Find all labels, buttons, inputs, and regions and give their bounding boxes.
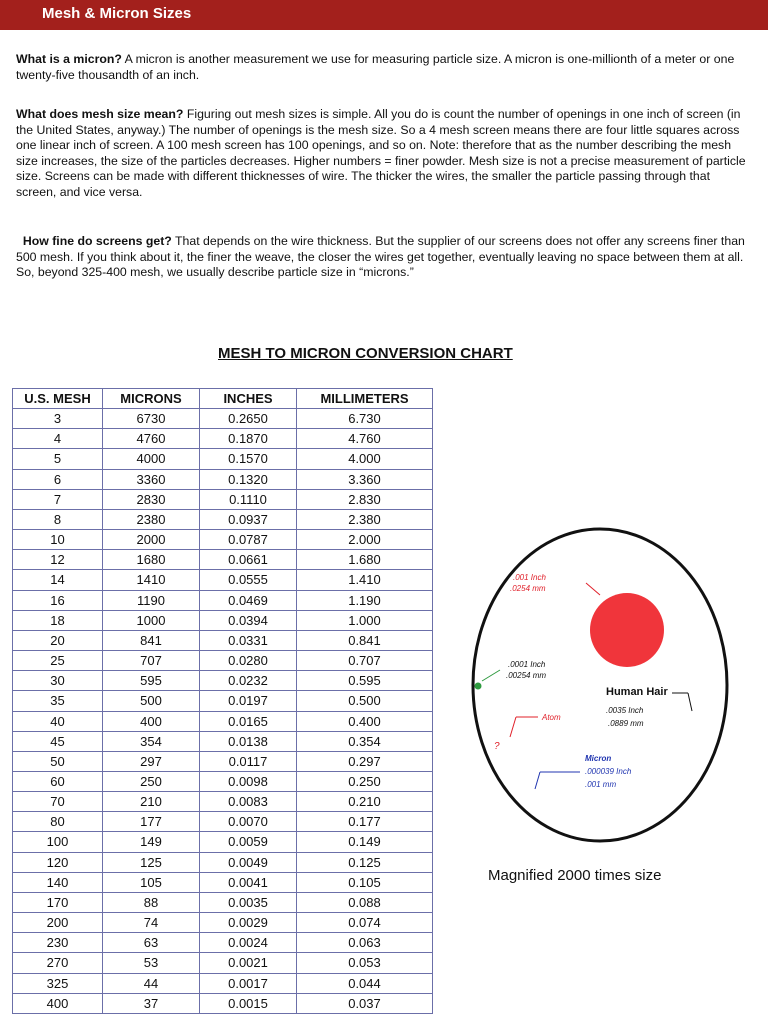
cell-inches: 0.1110	[200, 489, 297, 509]
cell-inches: 0.0232	[200, 671, 297, 691]
cell-millimeters: 0.707	[297, 651, 433, 671]
cell-inches: 0.0331	[200, 630, 297, 650]
cell-inches: 0.0083	[200, 792, 297, 812]
table-row	[13, 973, 433, 993]
table-row	[13, 610, 433, 630]
table-row	[13, 489, 433, 509]
cell-millimeters: 4.760	[297, 429, 433, 449]
cell-microns: 177	[103, 812, 200, 832]
cell-inches: 0.0098	[200, 771, 297, 791]
cell-us-mesh: 5	[13, 449, 103, 469]
large-particle-mm: .0254 mm	[510, 584, 546, 593]
cell-inches: 0.0937	[200, 509, 297, 529]
cell-inches: 0.0165	[200, 711, 297, 731]
cell-microns: 44	[103, 973, 200, 993]
cell-microns: 841	[103, 630, 200, 650]
table-row	[13, 711, 433, 731]
cell-inches: 0.1320	[200, 469, 297, 489]
table-row	[13, 590, 433, 610]
cell-millimeters: 0.053	[297, 953, 433, 973]
magnifier-circle	[473, 529, 727, 841]
cell-us-mesh: 170	[13, 892, 103, 912]
cell-us-mesh: 4	[13, 429, 103, 449]
cell-us-mesh: 230	[13, 933, 103, 953]
cell-microns: 4000	[103, 449, 200, 469]
cell-microns: 37	[103, 993, 200, 1013]
cell-us-mesh: 45	[13, 731, 103, 751]
cell-millimeters: 0.177	[297, 812, 433, 832]
cell-microns: 149	[103, 832, 200, 852]
cell-microns: 63	[103, 933, 200, 953]
atom-question-mark: ?	[494, 741, 500, 752]
table-row	[13, 630, 433, 650]
table-row	[13, 852, 433, 872]
cell-microns: 595	[103, 671, 200, 691]
chart-title: MESH TO MICRON CONVERSION CHART	[218, 345, 513, 362]
cell-inches: 0.0469	[200, 590, 297, 610]
cell-us-mesh: 325	[13, 973, 103, 993]
cell-millimeters: 1.000	[297, 610, 433, 630]
cell-millimeters: 0.149	[297, 832, 433, 852]
cell-inches: 0.0024	[200, 933, 297, 953]
cell-millimeters: 6.730	[297, 409, 433, 429]
cell-inches: 0.0049	[200, 852, 297, 872]
cell-microns: 2830	[103, 489, 200, 509]
cell-inches: 0.0787	[200, 530, 297, 550]
screens-text: That depends on the wire thickness. But the supplier of our screens does not offer any screens finer than 500 mesh. If you think about it, the finer the weave, the closer the wires get together, eventually leaving no space between them at all. So, beyond 325-400 mesh, we usually describe particle size in “microns.”	[16, 234, 745, 280]
cell-inches: 0.0555	[200, 570, 297, 590]
cell-microns: 6730	[103, 409, 200, 429]
screens-question: How fine do screens get?	[22, 234, 172, 248]
cell-us-mesh: 35	[13, 691, 103, 711]
mesh-text: Figuring out mesh sizes is simple. All you do is count the number of openings in one inch of screen (in the United States, anyway.) The number of openings is the mesh size. So a 4 mesh screen means there are four little squares across one linear inch of screen. A 100 mesh screen has 100 openings, and so on. Note: therefore that as the number describing the mesh size increases, the size of the particles decreases. Higher numbers = finer powder. Mesh size is not a precise measurement of particle size. Screens can be made with different thicknesses of wire. The thicker the wires, the smaller the particle passing through that screen, and vice versa.	[16, 107, 746, 199]
cell-microns: 1410	[103, 570, 200, 590]
cell-inches: 0.0138	[200, 731, 297, 751]
cell-inches: 0.0661	[200, 550, 297, 570]
table-row	[13, 509, 433, 529]
table-row	[13, 731, 433, 751]
table-row	[13, 429, 433, 449]
cell-us-mesh: 3	[13, 409, 103, 429]
cell-microns: 210	[103, 792, 200, 812]
cell-microns: 1000	[103, 610, 200, 630]
cell-microns: 250	[103, 771, 200, 791]
table-row	[13, 953, 433, 973]
table-row	[13, 771, 433, 791]
cell-us-mesh: 8	[13, 509, 103, 529]
atom-label: Atom	[542, 713, 561, 722]
cell-inches: 0.0041	[200, 872, 297, 892]
cell-microns: 1680	[103, 550, 200, 570]
table-row	[13, 570, 433, 590]
cell-inches: 0.0017	[200, 973, 297, 993]
atom-line-drop	[510, 717, 516, 737]
cell-us-mesh: 50	[13, 751, 103, 771]
cell-us-mesh: 120	[13, 852, 103, 872]
cell-inches: 0.1870	[200, 429, 297, 449]
cell-us-mesh: 80	[13, 812, 103, 832]
cell-microns: 74	[103, 913, 200, 933]
cell-microns: 354	[103, 731, 200, 751]
cell-us-mesh: 100	[13, 832, 103, 852]
cell-millimeters: 0.037	[297, 993, 433, 1013]
cell-millimeters: 0.125	[297, 852, 433, 872]
cell-inches: 0.0029	[200, 913, 297, 933]
cell-us-mesh: 16	[13, 590, 103, 610]
cell-millimeters: 1.410	[297, 570, 433, 590]
human-hair-inch: .0035 Inch	[606, 706, 644, 715]
cell-inches: 0.0015	[200, 993, 297, 1013]
table-row	[13, 872, 433, 892]
cell-inches: 0.0280	[200, 651, 297, 671]
particle-size-diagram	[470, 525, 730, 845]
cell-us-mesh: 200	[13, 913, 103, 933]
table-row	[13, 449, 433, 469]
mesh-question: What does mesh size mean?	[16, 107, 184, 121]
table-row	[13, 550, 433, 570]
table-row	[13, 792, 433, 812]
cell-microns: 2000	[103, 530, 200, 550]
cell-millimeters: 1.190	[297, 590, 433, 610]
small-particle-inch: .0001 Inch	[508, 660, 546, 669]
small-particle-leader	[482, 670, 500, 681]
human-hair-label: Human Hair	[606, 686, 668, 698]
conversion-table	[12, 388, 433, 1014]
cell-us-mesh: 270	[13, 953, 103, 973]
cell-us-mesh: 10	[13, 530, 103, 550]
table-row	[13, 651, 433, 671]
cell-us-mesh: 7	[13, 489, 103, 509]
large-particle-inch: .001 Inch	[513, 573, 546, 582]
large-particle	[590, 593, 664, 667]
small-particle-mm: .00254 mm	[506, 671, 547, 680]
cell-microns: 297	[103, 751, 200, 771]
cell-us-mesh: 400	[13, 993, 103, 1013]
cell-microns: 2380	[103, 509, 200, 529]
cell-microns: 400	[103, 711, 200, 731]
micron-mm: .001 mm	[585, 780, 617, 789]
cell-us-mesh: 40	[13, 711, 103, 731]
cell-millimeters: 3.360	[297, 469, 433, 489]
cell-us-mesh: 140	[13, 872, 103, 892]
micron-label: Micron	[585, 754, 612, 763]
table-row	[13, 691, 433, 711]
large-particle-leader	[586, 583, 600, 595]
cell-millimeters: 2.000	[297, 530, 433, 550]
table-row	[13, 933, 433, 953]
table-row	[13, 469, 433, 489]
cell-microns: 3360	[103, 469, 200, 489]
cell-millimeters: 0.250	[297, 771, 433, 791]
cell-millimeters: 0.500	[297, 691, 433, 711]
cell-us-mesh: 6	[13, 469, 103, 489]
cell-millimeters: 0.841	[297, 630, 433, 650]
cell-inches: 0.0117	[200, 751, 297, 771]
table-row	[13, 892, 433, 912]
cell-millimeters: 0.105	[297, 872, 433, 892]
cell-millimeters: 2.380	[297, 509, 433, 529]
cell-inches: 0.0059	[200, 832, 297, 852]
cell-millimeters: 0.595	[297, 671, 433, 691]
cell-millimeters: 0.074	[297, 913, 433, 933]
cell-inches: 0.0394	[200, 610, 297, 630]
cell-millimeters: 0.210	[297, 792, 433, 812]
cell-inches: 0.0035	[200, 892, 297, 912]
header-us-mesh: U.S. MESH	[13, 389, 103, 409]
table-row	[13, 832, 433, 852]
header-millimeters: MILLIMETERS	[297, 389, 433, 409]
micron-paragraph	[16, 52, 746, 83]
cell-us-mesh: 60	[13, 771, 103, 791]
cell-millimeters: 0.400	[297, 711, 433, 731]
cell-inches: 0.2650	[200, 409, 297, 429]
cell-inches: 0.0197	[200, 691, 297, 711]
header-microns: MICRONS	[103, 389, 200, 409]
header-inches: INCHES	[200, 389, 297, 409]
screens-paragraph	[16, 234, 746, 281]
micron-text: A micron is another measurement we use for measuring particle size. A micron is one-millionth of a meter or one twenty-five thousandth of an inch.	[16, 52, 735, 82]
cell-inches: 0.0070	[200, 812, 297, 832]
cell-us-mesh: 12	[13, 550, 103, 570]
cell-inches: 0.0021	[200, 953, 297, 973]
table-row	[13, 751, 433, 771]
cell-microns: 53	[103, 953, 200, 973]
table-row	[13, 671, 433, 691]
cell-millimeters: 0.044	[297, 973, 433, 993]
cell-us-mesh: 14	[13, 570, 103, 590]
table-row	[13, 530, 433, 550]
cell-microns: 707	[103, 651, 200, 671]
cell-millimeters: 0.088	[297, 892, 433, 912]
micron-inch: .000039 Inch	[585, 767, 632, 776]
cell-millimeters: 0.297	[297, 751, 433, 771]
table-header-row	[13, 389, 433, 409]
cell-microns: 500	[103, 691, 200, 711]
small-particle	[475, 683, 482, 690]
human-hair-mm: .0889 mm	[608, 719, 644, 728]
cell-millimeters: 0.063	[297, 933, 433, 953]
cell-us-mesh: 25	[13, 651, 103, 671]
magnification-caption: Magnified 2000 times size	[488, 867, 662, 884]
mesh-paragraph	[16, 107, 746, 201]
table-row	[13, 409, 433, 429]
table-row	[13, 812, 433, 832]
cell-inches: 0.1570	[200, 449, 297, 469]
cell-us-mesh: 30	[13, 671, 103, 691]
cell-microns: 4760	[103, 429, 200, 449]
micron-line-drop	[535, 772, 540, 789]
cell-microns: 88	[103, 892, 200, 912]
cell-millimeters: 1.680	[297, 550, 433, 570]
table-row	[13, 913, 433, 933]
header-bar	[0, 0, 768, 30]
cell-us-mesh: 20	[13, 630, 103, 650]
cell-millimeters: 0.354	[297, 731, 433, 751]
micron-question: What is a micron?	[16, 52, 122, 66]
cell-microns: 105	[103, 872, 200, 892]
cell-microns: 125	[103, 852, 200, 872]
cell-microns: 1190	[103, 590, 200, 610]
cell-millimeters: 2.830	[297, 489, 433, 509]
cell-us-mesh: 70	[13, 792, 103, 812]
human-hair-line-drop	[688, 693, 692, 711]
page-title: Mesh & Micron Sizes	[42, 5, 192, 22]
table-body	[13, 409, 433, 1014]
cell-us-mesh: 18	[13, 610, 103, 630]
cell-millimeters: 4.000	[297, 449, 433, 469]
table-row	[13, 993, 433, 1013]
